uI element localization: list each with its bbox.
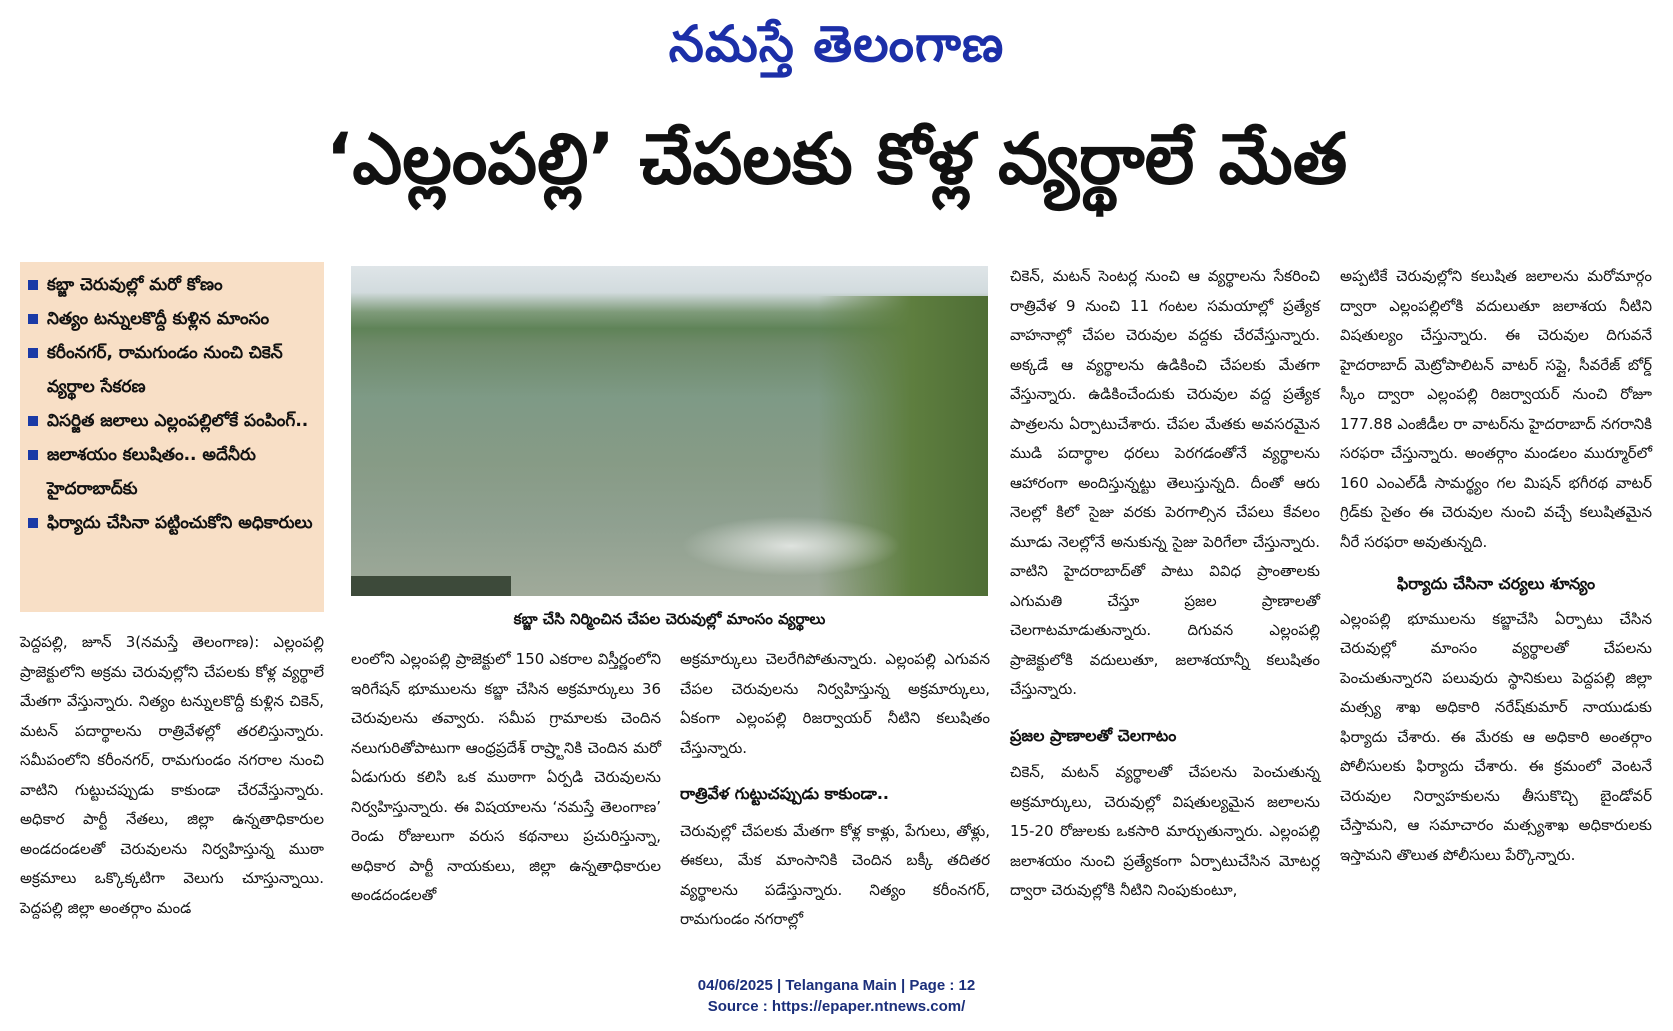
article-headline: ‘ఎల్లంపల్లి’ చేపలకు కోళ్ల వ్యర్థాలే మేత [325,118,1348,200]
footer-date-page: 04/06/2025 | Telangana Main | Page : 12 [697,977,976,994]
article-column-1 [20,628,324,923]
photo-edge [351,576,511,596]
paragraph: లంలోని ఎల్లంపల్లి ప్రాజెక్టులో 150 ఎకరాల విస్తీర్ణంలోని ఇరిగేషన్ భూములను కబ్జా చేసిన అక్రమార్కులు 36 చెరువులను తవ్వారు. సమీప గ్రామాలకు చెందిన నలుగురితోపాటుగా ఆంధ్రప్రదేశ్ రాష్ర్టానికి చెందిన మరో ఏడుగురు కలిసి ఒక ముఠాగా ఏర్పడి చెరువులను నిర్వహిస్తున్నారు. ఈ విషయాలను ‘నమస్తే తెలంగాణ’ రెండు రోజులుగా వరుస కథనాలు ప్రచురిస్తున్నా, అధికార పార్టీ నాయకులు, జిల్లా ఉన్నతాధికారుల అండదండలతో [351,650,661,904]
paragraph: చికెన్, మటన్ వ్యర్థాలతో చేపలను పెంచుతున్న అక్రమార్కులు, చెరువుల్లో విషతుల్యమైన జలాలను 15-20 రోజులకు ఒకసారి మార్చుతున్నారు. ఎల్లంపల్లి జలాశయం నుంచి ప్రత్యేకంగా ఏర్పాటుచేసిన మోటర్ల ద్వారా చెరువుల్లోకి నీటిని నింపుకుంటూ, [1010,763,1320,899]
highlight-item: ఫిర్యాదు చేసినా పట్టించుకోని అధికారులు [28,506,318,540]
bullet-icon [28,518,38,528]
subheading: రాత్రివేళ గుట్టుచప్పుడు కాకుండా.. [680,784,890,803]
highlight-item: కరీంనగర్, రామగుండం నుంచి చికెన్ వ్యర్థాల సేకరణ [28,336,318,404]
bullet-icon [28,416,38,426]
highlights-box [20,262,324,612]
article-column-2 [351,645,661,911]
highlight-item: జలాశయం కలుషితం.. అదేనీరు హైదరాబాద్‌కు [28,438,318,506]
subheading: ప్రజల ప్రాణాలతో చెలగాటం [1010,725,1177,745]
paragraph: ఎల్లంపల్లి భూములను కబ్జాచేసి ఏర్పాటు చేసిన చెరువుల్లో మాంసం వ్యర్థాలతో చేపలను పెంచుతున్నారని పలువురు స్థానికులు పెద్దపల్లి జిల్లా మత్స్య శాఖ అధికారి నరేష్‌కుమార్ నాయుడుకు ఫిర్యాదు చేశారు. ఈ మేరకు ఆ అధికారి అంతర్గాం పోలీసులకు ఫిర్యాదు చేశారు. ఈ క్రమంలో వెంటనే చెరువుల నిర్వాహకులను తీసుకొచ్చి బైండోవర్ చేస్తామని, ఆ సమాచారం మత్స్యశాఖ అధికారులకు ఇస్తామని తొలుత పోలీసులు పేర్కొన్నారు. [1340,609,1652,864]
paragraph: చికెన్, మటన్ సెంటర్ల నుంచి ఆ వ్యర్థాలను సేకరించి రాత్రివేళ 9 నుంచి 11 గంటల సమయాల్లో ప్రత్యేక వాహనాల్లో చేపల చెరువుల వద్దకు చేరవేస్తున్నారు. అక్కడే ఆ వ్యర్థాలను ఉడికించి చేపలకు మేతగా వేస్తున్నారు. ఉడికించేందుకు చెరువుల వద్ద ప్రత్యేక పాత్రలను ఏర్పాటుచేశారు. చేపల మేతకు అవసరమైన ముడి పదార్థాల ధరలు పెరగడంతోనే వ్యర్థాలను ఆహారంగా అందిస్తున్నట్టు తెలుస్తున్నది. దీంతో ఆరు నెలల్లో కిలో సైజు వరకు పెరగాల్సిన చేపలు కేవలం మూడు నెలల్లోనే అనుకున్న సైజు పెరిగేలా చేస్తున్నారు. వాటిని హైదరాబాద్‌తో పాటు వివిధ ప్రాంతాలకు ఎగుమతి చేస్తూ ప్రజల ప్రాణాలతో చెలగాటమాడుతున్నారు. దిగువన ఎల్లంపల్లి ప్రాజెక్టులోకి వదులుతూ, జలాశయాన్నీ కలుషితం చేస్తున్నారు. [1010,267,1320,698]
paragraph: అప్పటికే చెరువుల్లోని కలుషిత జలాలను మరోమార్గం ద్వారా ఎల్లంపల్లిలోకి వదులుతూ జలాశయ నీటిని విషతుల్యం చేస్తున్నారు. ఈ చెరువుల దిగువనే హైదరాబాద్ మెట్రోపాలిటన్ వాటర్ సప్లై, సీవరేజ్ బోర్డ్ స్కీం ద్వారా ఎల్లంపల్లి రిజర్వాయర్ నుంచి రోజూ 177.88 ఎంజీడీల రా వాటర్‌ను హైదరాబాద్ నగరానికి సరఫరా చేస్తున్నారు. అంతర్గాం మండలం ముర్మూర్‌లో 160 ఎంఎల్‌డీ సామర్థ్యం గల మిషన్ భగీరథ వాటర్ గ్రిడ్‌కు సైతం ఈ చెరువుల నుంచి వచ్చే కలుషితమైన నీరే సరఫరా అవుతున్నది. [1340,267,1652,551]
photo-foam [681,516,901,576]
highlight-item: విసర్జిత జలాలు ఎల్లంపల్లిలోకే పంపింగ్.. [28,404,318,438]
paragraph: పెద్దపల్లి, జూన్ 3(నమస్తే తెలంగాణ): ఎల్లంపల్లి ప్రాజెక్టులోని అక్రమ చెరువుల్లోని చేపలకు కోళ్ల వ్యర్థాలే మేతగా వేస్తున్నారు. నిత్యం టన్నులకొద్దీ కుళ్లిన చికెన్, మటన్ పదార్థాలను రాత్రివేళల్లో తరలిస్తున్నారు. సమీపంలోని కరీంనగర్, రామగుండం నగరాల నుంచి వాటిని గుట్టుచప్పుడు కాకుండా చేరవేస్తున్నారు. అధికార పార్టీ నేతలు, జిల్లా ఉన్నతాధికారుల అండదండలతో చెరువులను నిర్వహిస్తున్న ముఠా అక్రమాలు ఒక్కొక్కటిగా వెలుగు చూస్తున్నాయి. పెద్దపల్లి జిల్లా అంతర్గాం మండ [20,633,324,917]
subheading: ఫిర్యాదు చేసినా చర్యలు శూన్యం [1396,574,1596,593]
bullet-icon [28,280,38,290]
photo-caption: కబ్జా చేసి నిర్మించిన చేపల చెరువుల్లో మాంసం వ్యర్థాలు [513,610,826,628]
highlight-item: నిత్యం టన్నులకొద్దీ కుళ్లిన మాంసం [28,302,318,336]
bullet-icon [28,348,38,358]
footer-source: Source : https://epaper.ntnews.com/ [707,998,966,1015]
masthead-logo: నమస్తే తెలంగాణ [668,14,1005,73]
bullet-icon [28,314,38,324]
article-column-4 [1010,262,1320,906]
bullet-icon [28,450,38,460]
article-column-3 [680,645,990,935]
highlight-item: కబ్జా చెరువుల్లో మరో కోణం [28,268,318,302]
paragraph: అక్రమార్కులు చెలరేగిపోతున్నారు. ఎల్లంపల్లి ఎగువన చేపల చెరువులను నిర్వహిస్తున్న అక్రమార్కులు, ఏకంగా ఎల్లంపల్లి రిజర్వాయర్ నీటిని కలుషితం చేస్తున్నారు. [680,650,990,757]
article-photo [351,266,988,596]
article-column-5 [1340,262,1652,870]
page-footer [0,975,1673,1017]
paragraph: చెరువుల్లో చేపలకు మేతగా కోళ్ల కాళ్లు, పేగులు, తోళ్లు, ఈకలు, మేక మాంసానికి చెందిన బక్కీ తదితర వ్యర్థాలను పడేస్తున్నారు. నిత్యం కరీంనగర్, రామగుండం నగరాల్లో [680,821,990,928]
